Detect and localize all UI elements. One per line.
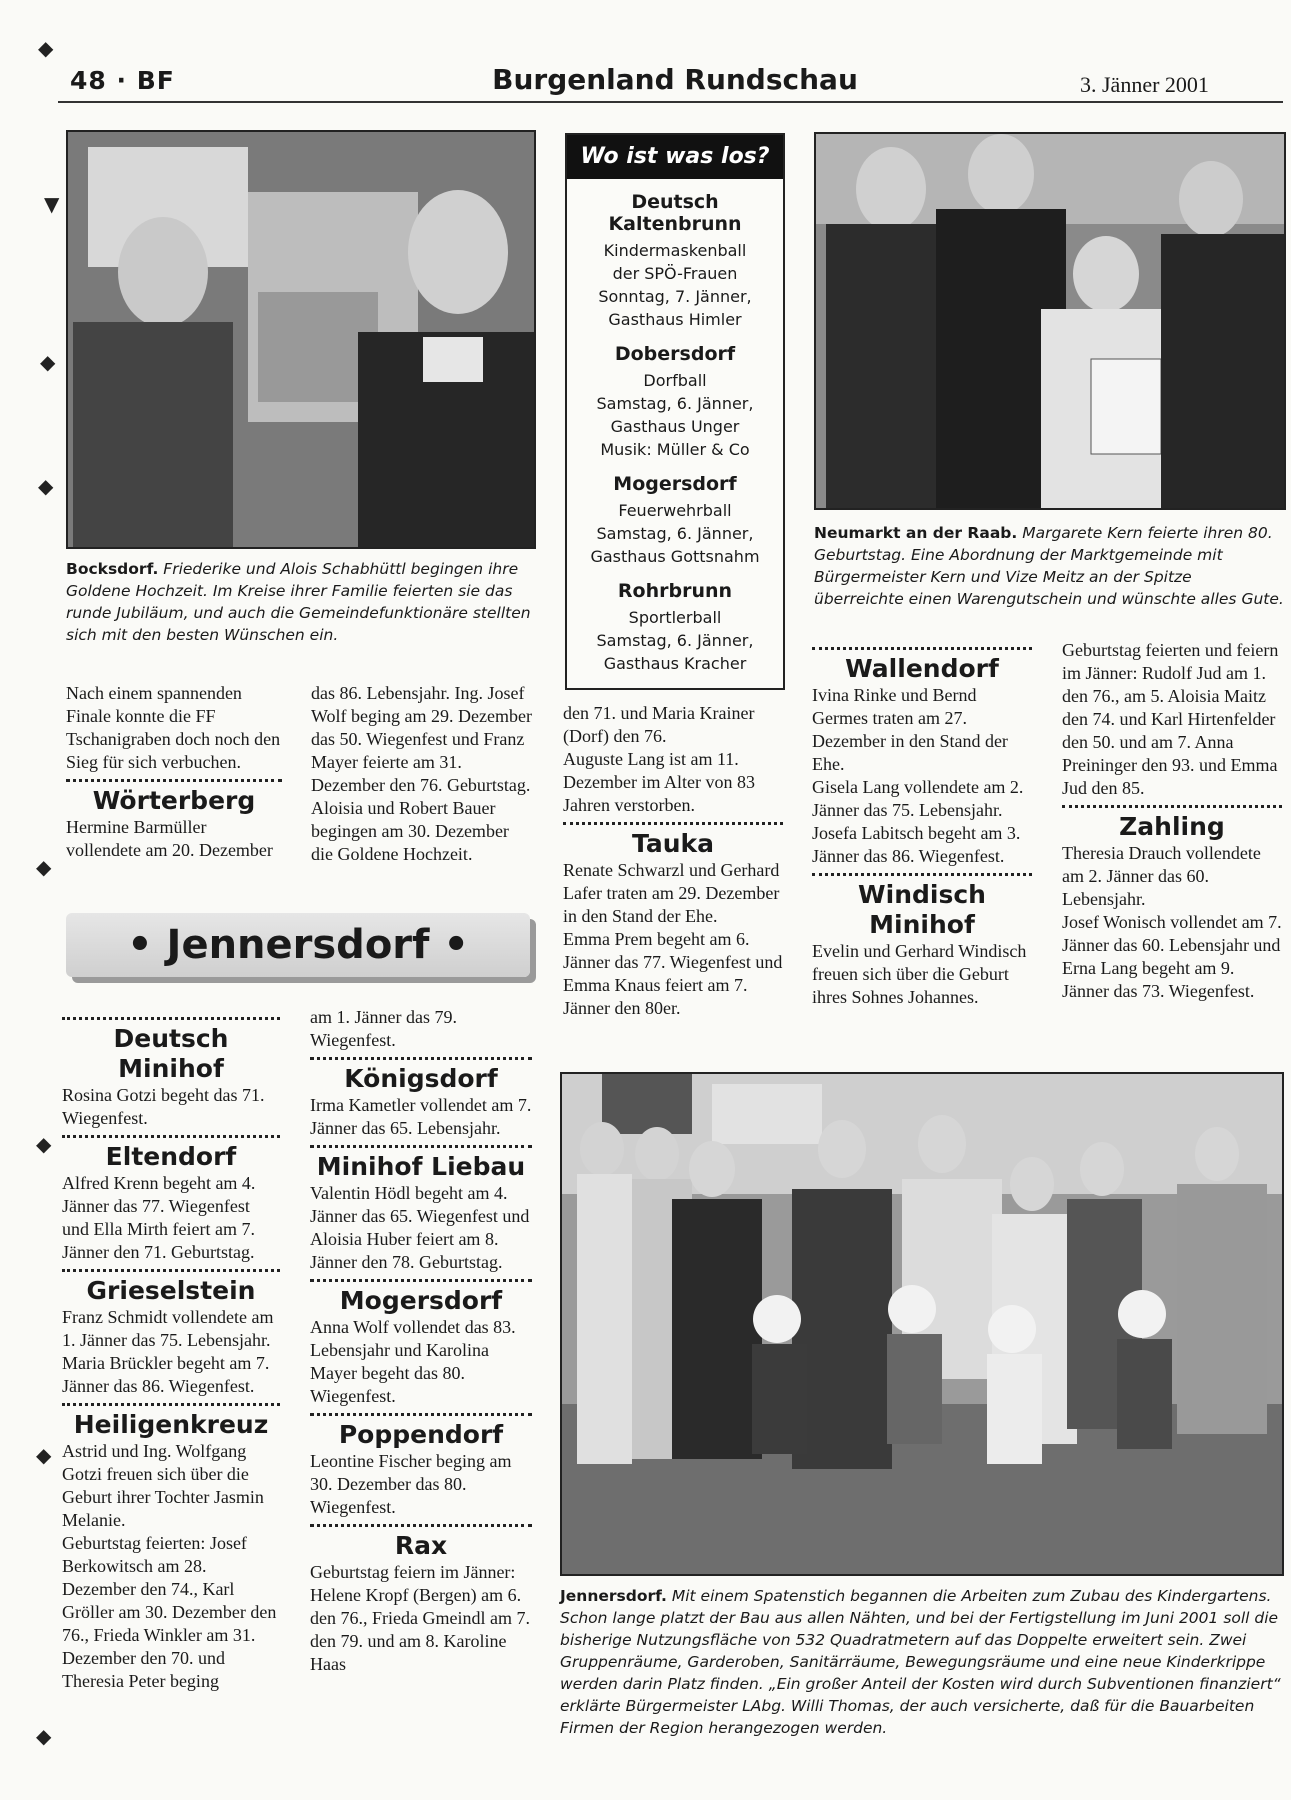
dotted-divider	[62, 1269, 280, 1272]
town-heading: Wörterberg	[92, 786, 256, 815]
town-heading: Deutsch Minihof	[113, 1024, 229, 1083]
town-heading: Zahling	[1119, 812, 1225, 841]
article-text: Emma Prem begeht am 6. Jänner das 77. Wiegenfest und Emma Knaus feiert am 7. Jänner den 80er.	[563, 929, 783, 1018]
town-heading: Rax	[394, 1531, 448, 1560]
town-heading: Grieselstein	[86, 1276, 256, 1305]
dotted-divider	[310, 1413, 532, 1416]
dotted-divider	[563, 822, 783, 825]
article-text: Josefa Labitsch begeht am 3. Jänner das 86. Wiegenfest.	[812, 823, 1021, 866]
caption-neumarkt	[814, 522, 1284, 610]
event-detail: Kindermaskenball	[603, 241, 747, 260]
registration-mark-icon: ◆	[36, 1724, 52, 1748]
event-town: Dobersdorf	[614, 343, 736, 365]
article-text: Auguste Lang ist am 11. Dezember im Alter von 83 Jahren verstorben.	[563, 749, 755, 815]
article-text: das 86. Lebensjahr. Ing. Josef Wolf beging am 29. Dezember das 50. Wiegenfest und Franz Mayer feierte am 31. Dezember den 76. Geburtstag.	[311, 683, 532, 795]
dotted-divider	[812, 647, 1032, 650]
town-heading: Poppendorf	[338, 1420, 504, 1449]
article-text: Ivina Rinke und Bernd Germes traten am 27. Dezember in den Stand der Ehe.	[812, 685, 1008, 774]
publication-title: Burgenland Rundschau	[492, 63, 858, 96]
registration-mark-icon: ◆	[38, 36, 54, 60]
article-text: Astrid und Ing. Wolfgang Gotzi freuen sich über die Geburt ihrer Tochter Jasmin Melanie.	[62, 1441, 264, 1530]
event-detail: Dorfball	[643, 371, 707, 390]
registration-mark-icon: ◆	[36, 1443, 52, 1467]
photo-neumarkt-group	[814, 132, 1286, 510]
column-5	[1062, 639, 1282, 1003]
events-title: Wo ist was los?	[567, 135, 783, 179]
events-list	[567, 191, 783, 675]
event-detail: Gasthaus Himler	[608, 310, 742, 329]
dotted-divider	[310, 1279, 532, 1282]
dotted-divider	[310, 1145, 532, 1148]
article-text: Geburtstag feierten: Josef Berkowitsch am 28. Dezember den 74., Karl Gröller am 30. Dezember den 76., Frieda Winkler am 31. Dezember den 70. und Theresia Peter beging	[62, 1533, 277, 1691]
photo-bocksdorf-couple	[66, 130, 536, 549]
article-text: Aloisia und Robert Bauer begingen am 30. Dezember die Goldene Hochzeit.	[311, 798, 509, 864]
event-detail: Gasthaus Kracher	[603, 654, 747, 673]
column-2-bottom	[310, 1006, 532, 1676]
dotted-divider	[62, 1135, 280, 1138]
dotted-divider	[310, 1524, 532, 1527]
event-town: Rohrbrunn	[617, 580, 733, 602]
town-heading: Wallendorf	[845, 654, 999, 683]
article-text: Geburtstag feiern im Jänner: Helene Kropf (Bergen) am 6. den 76., Frieda Gmeindl am 7. den 79. und am 8. Karoline Haas	[310, 1562, 530, 1674]
town-heading: Windisch Minihof	[858, 880, 986, 939]
event-detail: Gasthaus Gottsnahm	[590, 547, 760, 566]
article-text: am 1. Jänner das 79. Wiegenfest.	[310, 1007, 457, 1050]
caption-place: Bocksdorf.	[66, 560, 159, 578]
event-detail: Samstag, 6. Jänner,	[596, 394, 754, 413]
column-1-bottom	[62, 1012, 280, 1693]
photo-jennersdorf-groundbreaking	[560, 1072, 1284, 1576]
header-rule	[58, 101, 1283, 103]
event-detail: Sportlerball	[628, 608, 722, 627]
column-3	[563, 702, 783, 1020]
event-detail: Gasthaus Unger	[610, 417, 740, 436]
event-detail: der SPÖ-Frauen	[612, 264, 738, 283]
caption-jennersdorf	[560, 1585, 1282, 1739]
article-text: Leontine Fischer beging am 30. Dezember das 80. Wiegenfest.	[310, 1451, 512, 1517]
dotted-divider	[812, 873, 1032, 876]
article-text: Franz Schmidt vollendete am 1. Jänner das 75. Lebensjahr.	[62, 1307, 274, 1350]
registration-mark-icon: ◆	[36, 1132, 52, 1156]
caption-bocksdorf	[66, 558, 536, 646]
town-heading: Minihof Liebau	[316, 1152, 526, 1181]
article-text: Maria Brückler begeht am 7. Jänner das 86. Wiegenfest.	[62, 1353, 270, 1396]
article-text: Anna Wolf vollendet das 83. Lebensjahr und Karolina Mayer begeht das 80. Wiegenfest.	[310, 1317, 516, 1406]
dotted-divider	[62, 1403, 280, 1406]
dotted-divider	[310, 1057, 532, 1060]
town-heading: Heiligenkreuz	[73, 1410, 269, 1439]
event-detail: Samstag, 6. Jänner,	[596, 631, 754, 650]
events-box	[565, 133, 785, 690]
article-text: Gisela Lang vollendete am 2. Jänner das 75. Lebensjahr.	[812, 777, 1024, 820]
article-text: Theresia Drauch vollendete am 2. Jänner das 60. Lebensjahr.	[1062, 843, 1261, 909]
caption-place: Jennersdorf.	[560, 1587, 667, 1605]
town-heading: Mogersdorf	[339, 1286, 503, 1315]
dotted-divider	[66, 779, 282, 782]
town-heading: Königsdorf	[344, 1064, 498, 1093]
article-text: Alfred Krenn begeht am 4. Jänner das 77. Wiegenfest und Ella Mirth feiert am 7. Jänner den 71. Geburtstag.	[62, 1173, 256, 1262]
article-text: Valentin Hödl begeht am 4. Jänner das 65. Wiegenfest und Aloisia Huber feiert am 8. Jänner den 78. Geburtstag.	[310, 1183, 530, 1272]
registration-mark-icon: ◆	[40, 350, 56, 374]
article-text: Geburtstag feierten und feiern im Jänner: Rudolf Jud am 1. den 76., am 5. Aloisia Maitz den 74. und Karl Hirtenfelder den 50. und am 7. Anna Preininger den 93. und Emma Jud den 85.	[1062, 640, 1279, 798]
event-detail: Samstag, 6. Jänner,	[596, 524, 754, 543]
caption-text: Margarete Kern feierte ihren 80. Geburtstag. Eine Abordnung der Marktgemeinde mit Bürgermeister Kern und Vize Meitz an der Spitze überreichte einen Warengutschein und wünschte alles Gute.	[814, 524, 1284, 608]
caption-text: Mit einem Spatenstich begannen die Arbeiten zum Zubau des Kindergartens. Schon lange platzt der Bau aus allen Nähten, und bei der Fertigstellung im Juni 2001 soll die bisherige Nutzungsfläche von 532 Quadratmetern auf das Doppelte erweitert sein. Zwei Gruppenräume, Garderoben, Sanitärräume, Bewegungsräume und eine neue Kinderkrippe werden darin Platz finden. „Ein großer Anteil der Kosten wird durch Subventionen finanziert“ erklärte Bürgermeister LAbg. Willi Thomas, der auch versicherte, daß für die Bauarbeiten Firmen der Region herangezogen werden.	[560, 1587, 1281, 1737]
dotted-divider	[1062, 805, 1282, 808]
article-text: Rosina Gotzi begeht das 71. Wiegenfest.	[62, 1085, 265, 1128]
issue-date: 3. Jänner 2001	[1080, 72, 1209, 97]
caption-text: Friederike und Alois Schabhüttl begingen ihre Goldene Hochzeit. Im Kreise ihrer Familie feierten sie das runde Jubiläum, und auch die Gemeindefunktionäre stellten sich mit den besten Wünschen ein.	[66, 560, 531, 644]
town-heading: Eltendorf	[105, 1142, 237, 1171]
article-text: Josef Wonisch vollendet am 7. Jänner das 60. Lebensjahr und Erna Lang begeht am 9. Jänner das 73. Wiegenfest.	[1062, 912, 1282, 1001]
page-number: 48 · BF	[70, 66, 175, 95]
section-banner-title: • Jennersdorf •	[127, 922, 469, 968]
article-text: Renate Schwarzl und Gerhard Lafer traten am 29. Dezember in den Stand der Ehe.	[563, 860, 780, 926]
event-town: Mogersdorf	[613, 473, 737, 495]
event-detail: Sonntag, 7. Jänner,	[598, 287, 752, 306]
article-text: Hermine Barmüller vollendete am 20. Dezember	[66, 817, 273, 860]
article-text: Evelin und Gerhard Windisch freuen sich über die Geburt ihres Sohnes Johannes.	[812, 941, 1027, 1007]
column-2-top	[311, 682, 533, 866]
dotted-divider	[62, 1017, 280, 1020]
event-detail: Musik: Müller & Co	[600, 440, 750, 459]
section-banner	[66, 913, 530, 977]
article-text: Irma Kametler vollendet am 7. Jänner das 65. Lebensjahr.	[310, 1095, 532, 1138]
article-text: den 71. und Maria Krainer (Dorf) den 76.	[563, 703, 755, 746]
event-detail: Feuerwehrball	[618, 501, 732, 520]
column-1-top	[66, 682, 282, 862]
registration-mark-icon: ◆	[36, 855, 52, 879]
column-4	[812, 642, 1032, 1009]
caption-place: Neumarkt an der Raab.	[814, 524, 1018, 542]
event-town: Deutsch Kaltenbrunn	[608, 191, 742, 235]
registration-mark-icon: ▼	[44, 192, 60, 216]
town-heading: Tauka	[632, 829, 714, 858]
registration-mark-icon: ◆	[38, 474, 54, 498]
article-text: Nach einem spannenden Finale konnte die FF Tschanigraben doch noch den Sieg für sich verbuchen.	[66, 683, 281, 772]
